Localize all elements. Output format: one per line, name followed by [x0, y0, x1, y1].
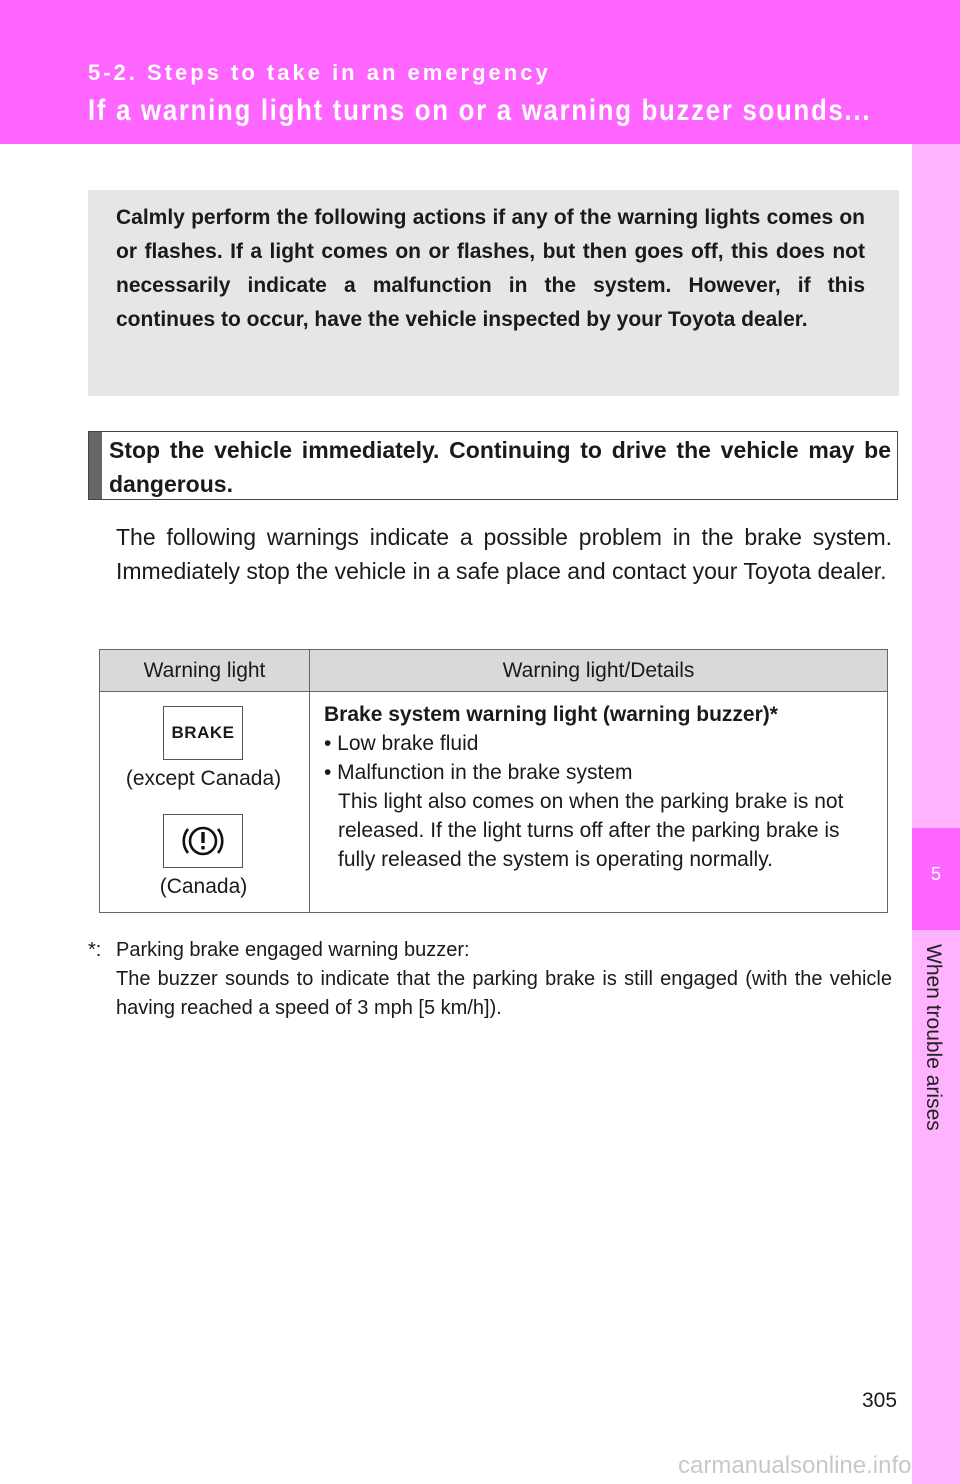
details-title: Brake system warning light (warning buzzer)* — [324, 703, 778, 726]
watermark: carmanualsonline.info — [678, 1452, 912, 1479]
section-heading: Stop the vehicle immediately. Continuing to drive the vehicle may be dangerous. — [109, 437, 891, 497]
brake-text-icon — [163, 706, 243, 760]
section-heading-bar — [89, 432, 102, 499]
chapter-number: 5 — [930, 864, 941, 884]
details-bullet: • Malfunction in the brake system — [324, 761, 633, 784]
circle-exclamation-svg — [178, 819, 228, 863]
region-label: (except Canada) — [125, 767, 282, 790]
page-title: If a warning light turns on or a warning buzzer sounds... — [88, 94, 872, 127]
circle-exclamation-icon — [163, 814, 243, 868]
details-note: This light also comes on when the parking brake is not released. If the light turns off after the parking brake is fully released the system is operating normally. — [338, 790, 844, 871]
table-header-cell: Warning light/Details — [310, 650, 888, 692]
table-header-row — [100, 650, 888, 692]
warning-details-cell — [310, 692, 888, 913]
table-row — [100, 692, 888, 913]
body-text: The following warnings indicate a possible problem in the brake system. Immediately stop the vehicle in a safe place and contact your Toyota dealer. — [116, 524, 892, 584]
footnote — [88, 936, 892, 1023]
region-label: (Canada) — [159, 875, 248, 898]
footnote-mark: *: — [88, 939, 102, 961]
table-header-cell: Warning light — [100, 650, 310, 692]
side-tab — [912, 144, 960, 1484]
section-label: 5-2. Steps to take in an emergency — [88, 60, 551, 85]
brake-icon-label: BRAKE — [171, 723, 235, 742]
warning-light-cell — [100, 692, 310, 913]
footnote-title: Parking brake engaged warning buzzer: — [116, 939, 470, 961]
footnote-text: The buzzer sounds to indicate that the parking brake is still engaged (with the vehicle having reached a speed of 3 mph [5 km/h]). — [116, 968, 892, 1019]
intro-text: Calmly perform the following actions if any of the warning lights comes on or flashes. If a light comes on or flashes, but then goes off, this does not necessarily indicate a malfunction in the system. However, if this continues to occur, have the vehicle inspected by your Toyota dealer. — [116, 206, 865, 331]
page-header — [0, 0, 960, 144]
warning-table — [99, 649, 888, 913]
details-bullet: • Low brake fluid — [324, 732, 479, 755]
page-number: 305 — [862, 1389, 898, 1412]
chapter-title: When trouble arises — [922, 944, 945, 1131]
section-heading-box — [88, 431, 898, 500]
